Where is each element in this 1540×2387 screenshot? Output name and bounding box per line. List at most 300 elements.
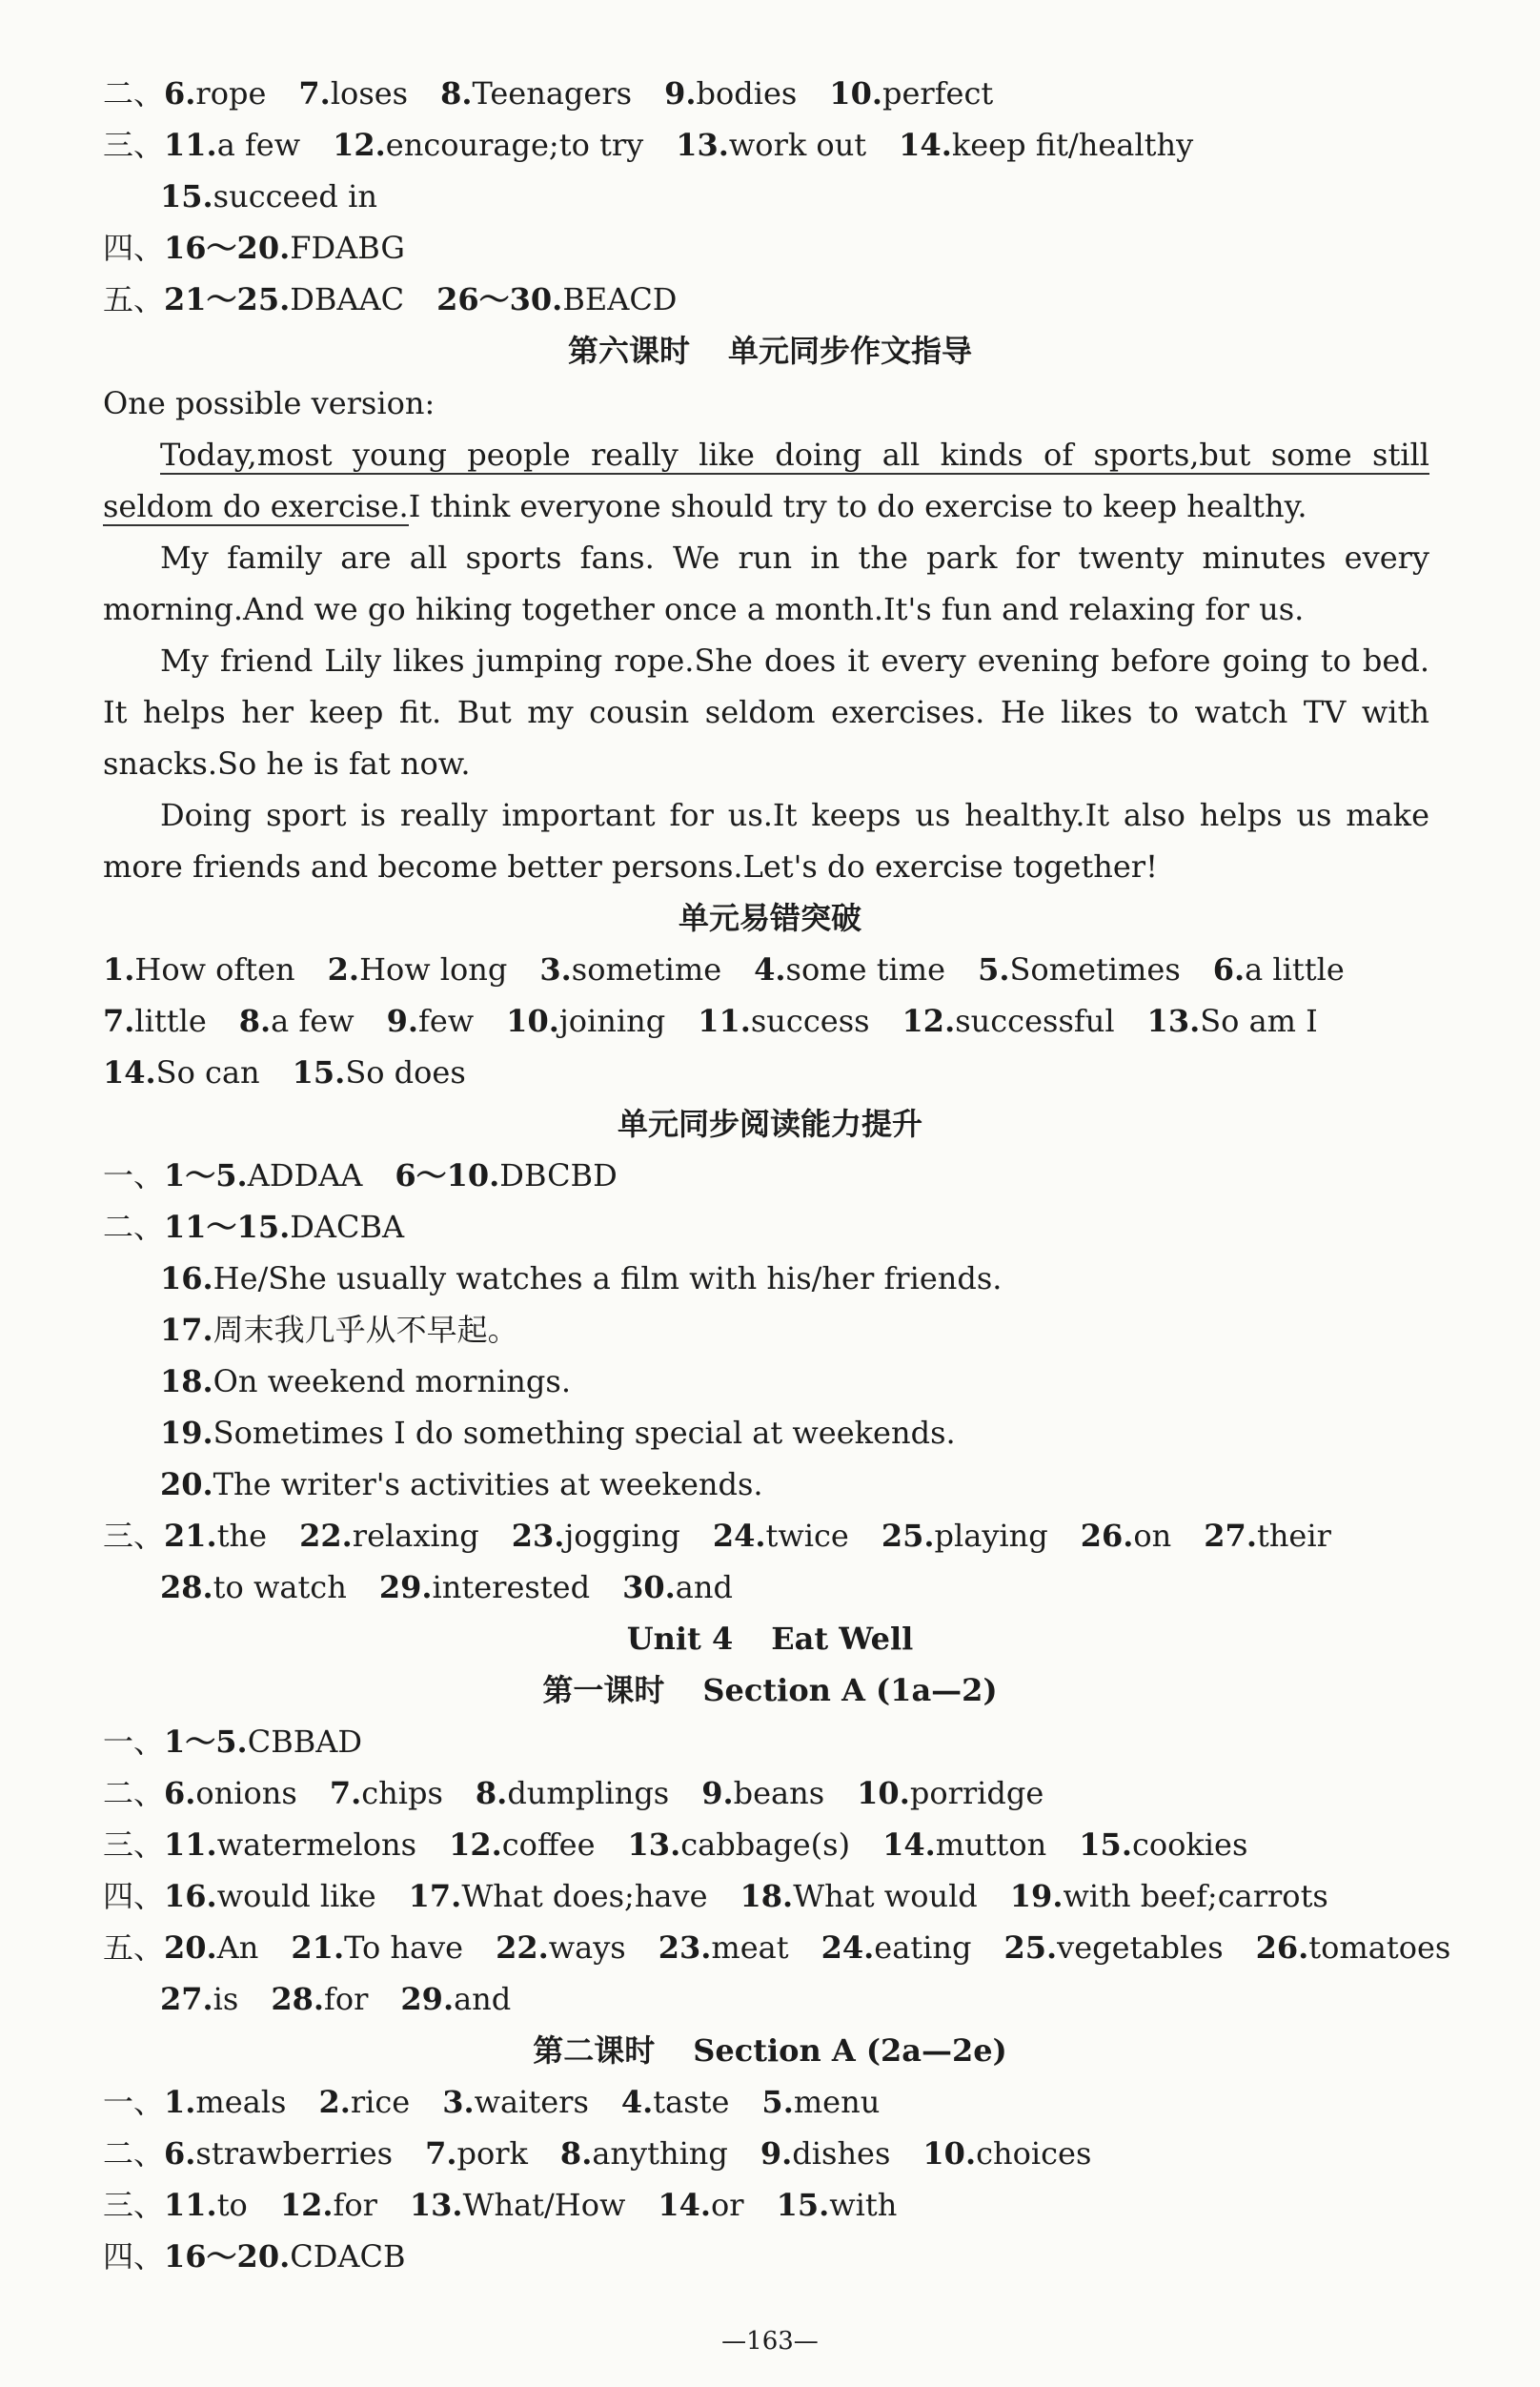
answer-item <box>621 2083 730 2121</box>
answer-text: BEACD <box>562 281 678 317</box>
answer-text: would like <box>216 1878 376 1914</box>
answer-number: 13. <box>409 2187 463 2223</box>
answer-text: interested <box>432 1569 591 1605</box>
answer-number: 8. <box>440 75 473 112</box>
answer-item <box>164 1517 267 1555</box>
answer-item <box>164 1774 297 1812</box>
answer-text: strawberries <box>195 2135 394 2172</box>
answer-item <box>293 1053 466 1091</box>
answer-number: 17. <box>408 1878 462 1914</box>
answer-item <box>410 2186 625 2224</box>
answer-number: 1～5. <box>164 1724 248 1760</box>
answer-item <box>160 1311 518 1349</box>
answer-item <box>280 2186 377 2224</box>
answer-text: ways <box>548 1929 626 1966</box>
section-prefix: 三、 <box>103 2187 165 2223</box>
essay-text: I think everyone should try to do exercise to keep healthy. <box>408 488 1307 524</box>
heading-part: Section A (2a—2e) <box>693 2032 1007 2069</box>
answer-item <box>318 2083 410 2121</box>
answer-item <box>440 74 632 112</box>
answer-row <box>103 950 1437 989</box>
answer-item <box>164 1877 376 1915</box>
answer-number: 3. <box>539 951 572 988</box>
answer-number: 2. <box>318 2084 351 2120</box>
answer-text: The writer's activities at weekends. <box>213 1466 763 1502</box>
answer-text: the <box>216 1518 268 1554</box>
answer-item <box>160 1259 1002 1297</box>
answer-text: How often <box>134 951 295 988</box>
answer-text: 周末我几乎从不早起。 <box>213 1312 518 1348</box>
answer-text: sometime <box>571 951 722 988</box>
answer-item <box>160 1568 347 1606</box>
essay-p1-line2 <box>103 487 1437 525</box>
answer-text: mutton <box>935 1826 1047 1863</box>
answer-text: Teenagers <box>472 75 633 112</box>
answer-item <box>659 1928 789 1967</box>
answer-number: 11. <box>164 2187 217 2223</box>
answer-text: CDACB <box>290 2238 406 2275</box>
answer-number: 20. <box>164 1929 217 1966</box>
section-heading-writing <box>0 332 1540 370</box>
answer-number: 11. <box>164 1826 217 1863</box>
answer-text: keep fit/healthy <box>951 127 1194 163</box>
essay-underlined-text: seldom do exercise. <box>103 488 409 524</box>
answer-number: 13. <box>1146 1003 1201 1039</box>
answer-number: 27. <box>160 1981 213 2017</box>
answer-number: 9. <box>760 2135 793 2172</box>
answer-item <box>103 1002 207 1040</box>
section-prefix: 二、 <box>103 75 165 112</box>
answer-number: 16. <box>164 1878 217 1914</box>
answer-item <box>299 1517 479 1555</box>
answer-item <box>777 2186 898 2224</box>
answer-item <box>164 2083 286 2121</box>
answer-number: 11. <box>698 1003 751 1039</box>
heading-part: Eat Well <box>771 1621 914 1657</box>
lesson-heading <box>0 2031 1540 2070</box>
answer-number: 16～20. <box>164 2238 291 2275</box>
answer-item <box>442 2083 589 2121</box>
answer-text: rope <box>195 75 267 112</box>
answer-number: 22. <box>299 1518 353 1554</box>
section-heading-reading: 单元同步阅读能力提升 <box>617 1106 922 1142</box>
heading-part: 第一课时 <box>542 1672 665 1708</box>
answer-item <box>436 280 677 318</box>
essay-p3-line2: It helps her keep fit. But my cousin seldom exercises. He likes to watch TV with <box>103 694 1429 730</box>
answer-item <box>922 2134 1091 2173</box>
answer-text: beans <box>733 1775 825 1811</box>
answer-number: 26. <box>1080 1518 1134 1554</box>
essay-p3-line1: My friend Lily likes jumping rope.She does it every evening before going to bed. <box>160 643 1429 679</box>
answer-item <box>164 2237 405 2275</box>
answer-text: to watch <box>213 1569 347 1605</box>
answer-item <box>506 1002 665 1040</box>
answer-number: 3. <box>442 2084 475 2120</box>
answer-row <box>160 1465 1494 1503</box>
answer-text: On weekend mornings. <box>213 1363 571 1399</box>
answer-number: 15. <box>292 1054 346 1091</box>
answer-number: 11～15. <box>164 1209 291 1245</box>
answer-item <box>476 1774 669 1812</box>
page-number: —163— <box>721 2327 819 2356</box>
answer-text: successful <box>955 1003 1115 1039</box>
answer-text: a little <box>1245 951 1345 988</box>
answer-text: waiters <box>474 2084 589 2120</box>
answer-text: little <box>134 1003 207 1039</box>
answer-number: 8. <box>238 1003 272 1039</box>
heading-part: 第二课时 <box>533 2032 656 2069</box>
answer-text: work out <box>728 127 867 163</box>
answer-number: 9. <box>386 1003 418 1039</box>
answer-text: a few <box>271 1003 355 1039</box>
section-prefix: 一、 <box>103 2084 165 2120</box>
answer-text: eating <box>874 1929 972 1966</box>
answer-text: watermelons <box>216 1826 417 1863</box>
answer-text: So am I <box>1200 1003 1318 1039</box>
answer-text: succeed in <box>213 178 377 214</box>
answer-number: 7. <box>103 1003 135 1039</box>
answer-item <box>103 1053 260 1091</box>
answer-number: 28. <box>160 1569 213 1605</box>
answer-text: or <box>711 2187 744 2223</box>
answer-item <box>899 126 1193 164</box>
answer-text: with <box>829 2187 898 2223</box>
answer-number: 28. <box>271 1981 324 2017</box>
answer-number: 5. <box>978 951 1010 988</box>
answer-number: 26～30. <box>436 281 563 317</box>
essay-p4-line1: Doing sport is really important for us.It keeps us healthy.It also helps us make <box>160 797 1429 833</box>
answer-item <box>560 2134 728 2173</box>
answer-number: 6. <box>1212 951 1246 988</box>
answer-number: 19. <box>160 1415 213 1451</box>
answer-number: 8. <box>559 2135 593 2172</box>
answer-row <box>103 1774 1437 1812</box>
answer-item <box>271 1980 368 2018</box>
answer-item <box>164 2134 393 2173</box>
answer-number: 29. <box>378 1569 433 1605</box>
answer-text: bodies <box>696 75 798 112</box>
answer-text: their <box>1256 1518 1331 1554</box>
answer-text: success <box>750 1003 870 1039</box>
answer-item <box>512 1517 680 1555</box>
answer-text: choices <box>976 2135 1092 2172</box>
answer-item <box>628 1826 851 1864</box>
answer-number: 24. <box>712 1518 766 1554</box>
answer-item <box>239 1002 355 1040</box>
answer-text: to <box>216 2187 248 2223</box>
answer-text: porridge <box>909 1775 1044 1811</box>
essay-intro: One possible version: <box>103 385 436 421</box>
answer-number: 15. <box>160 178 213 214</box>
answer-number: 27. <box>1204 1518 1257 1554</box>
answer-text: rice <box>350 2084 411 2120</box>
answer-item <box>658 2186 743 2224</box>
answer-number: 7. <box>425 2135 457 2172</box>
answer-number: 12. <box>279 2187 334 2223</box>
answer-number: 24. <box>821 1929 875 1966</box>
answer-item <box>298 74 408 112</box>
answer-row <box>103 1156 1437 1194</box>
answer-text: pork <box>456 2135 528 2172</box>
answer-number: 25. <box>1003 1929 1058 1966</box>
answer-item <box>1010 1877 1328 1915</box>
answer-row <box>160 1311 1494 1349</box>
answer-item <box>164 2186 248 2224</box>
answer-row <box>103 1517 1437 1555</box>
answer-number: 9. <box>701 1775 734 1811</box>
answer-text: loses <box>330 75 409 112</box>
answer-number: 9. <box>664 75 697 112</box>
answer-item <box>539 950 721 989</box>
answer-item <box>1204 1517 1331 1555</box>
answer-number: 2. <box>327 951 360 988</box>
answer-text: for <box>324 1981 369 2017</box>
answer-text: onions <box>195 1775 297 1811</box>
answer-text: dumplings <box>507 1775 670 1811</box>
answer-text: ADDAA <box>247 1157 363 1194</box>
answer-item <box>387 1002 475 1040</box>
answer-text: encourage;to try <box>385 127 644 163</box>
answer-item <box>902 1002 1115 1040</box>
answer-item <box>160 177 377 215</box>
answer-number: 6. <box>164 2135 196 2172</box>
answer-item <box>857 1774 1044 1812</box>
answer-number: 26. <box>1255 1929 1309 1966</box>
answer-text: DBAAC <box>290 281 405 317</box>
answer-text: An <box>216 1929 259 1966</box>
answer-item <box>1003 1928 1223 1967</box>
section-prefix: 三、 <box>103 1826 165 1863</box>
answer-row <box>103 2134 1437 2173</box>
answer-text: with beef;carrots <box>1063 1878 1328 1914</box>
answer-item <box>978 950 1181 989</box>
answer-text: anything <box>592 2135 728 2172</box>
answer-number: 19. <box>1009 1878 1064 1914</box>
answer-text: How long <box>359 951 508 988</box>
answer-item <box>829 74 993 112</box>
answer-number: 30. <box>622 1569 676 1605</box>
answer-item <box>164 1826 416 1864</box>
unit-title <box>0 1620 1540 1658</box>
answer-number: 18. <box>160 1363 213 1399</box>
answer-item <box>164 1928 258 1967</box>
section-prefix: 三、 <box>103 1518 165 1554</box>
answer-number: 1. <box>164 2084 196 2120</box>
answer-item <box>821 1928 972 1967</box>
essay-p2-line2: morning.And we go hiking together once a month.It's fun and relaxing for us. <box>103 591 1305 627</box>
answer-number: 20. <box>160 1466 213 1502</box>
answer-number: 15. <box>1079 1826 1132 1863</box>
answer-text: He/She usually watches a film with his/her friends. <box>213 1260 1003 1296</box>
answer-number: 16～20. <box>164 230 291 266</box>
answer-text: on <box>1133 1518 1172 1554</box>
answer-item <box>395 1156 617 1194</box>
section-prefix: 四、 <box>103 1878 165 1914</box>
answer-number: 7. <box>329 1775 362 1811</box>
answer-row <box>103 1208 1437 1246</box>
answer-number: 14. <box>658 2187 712 2223</box>
answer-number: 10. <box>922 2135 977 2172</box>
heading-part: 单元同步作文指导 <box>728 333 973 369</box>
section-prefix: 二、 <box>103 2135 165 2172</box>
answer-number: 10. <box>829 75 882 112</box>
section-prefix: 三、 <box>103 127 165 163</box>
answer-item <box>164 1723 362 1761</box>
answer-row <box>103 280 1437 318</box>
section-prefix: 二、 <box>103 1775 165 1811</box>
answer-item <box>496 1928 626 1967</box>
answer-text: playing <box>934 1518 1048 1554</box>
answer-row <box>103 1002 1437 1040</box>
answer-item <box>698 1002 869 1040</box>
answer-number: 7. <box>298 75 331 112</box>
answer-text: dishes <box>792 2135 891 2172</box>
answer-text: cookies <box>1131 1826 1248 1863</box>
answer-item <box>740 1877 978 1915</box>
answer-row <box>160 1259 1494 1297</box>
answer-item <box>1256 1928 1451 1967</box>
answer-number: 21～25. <box>164 281 291 317</box>
answer-text: FDABG <box>290 230 405 266</box>
answer-number: 5. <box>761 2084 794 2120</box>
answer-item <box>164 74 266 112</box>
heading-part: Section A (1a—2) <box>702 1672 998 1708</box>
answer-text: meals <box>195 2084 287 2120</box>
answer-text: DBCBD <box>499 1157 618 1194</box>
answer-text: chips <box>361 1775 443 1811</box>
answer-item <box>622 1568 733 1606</box>
answer-item <box>330 1774 443 1812</box>
answer-row <box>103 74 1437 112</box>
answer-item <box>1213 950 1345 989</box>
answer-item <box>160 1362 571 1400</box>
answer-row <box>103 1723 1437 1761</box>
answer-number: 8. <box>475 1775 508 1811</box>
answer-number: 17. <box>160 1312 213 1348</box>
answer-item <box>160 1465 763 1503</box>
answer-number: 6. <box>164 75 196 112</box>
answer-number: 15. <box>776 2187 830 2223</box>
answer-item <box>164 1156 362 1194</box>
answer-text: coffee <box>501 1826 596 1863</box>
answer-text: few <box>418 1003 475 1039</box>
answer-row <box>103 1928 1451 1967</box>
section-prefix: 四、 <box>103 2238 165 2275</box>
answer-item <box>328 950 508 989</box>
essay-p2-line1: My family are all sports fans. We run in the park for twenty minutes every <box>160 540 1429 576</box>
answer-text: So does <box>345 1054 466 1091</box>
answer-text: some time <box>785 951 946 988</box>
answer-text: a few <box>216 127 301 163</box>
answer-text: vegetables <box>1057 1929 1224 1966</box>
answer-row <box>103 2186 1437 2224</box>
answer-number: 14. <box>882 1826 936 1863</box>
answer-item <box>701 1774 824 1812</box>
section-prefix: 二、 <box>103 1209 165 1245</box>
answer-number: 25. <box>881 1518 935 1554</box>
answer-text: To have <box>344 1929 464 1966</box>
answer-text: What would <box>793 1878 978 1914</box>
answer-number: 14. <box>103 1054 156 1091</box>
answer-item <box>1147 1002 1318 1040</box>
answer-item <box>449 1826 595 1864</box>
answer-number: 10. <box>506 1003 559 1039</box>
answer-number: 21. <box>291 1929 345 1966</box>
answer-text: What does;have <box>461 1878 708 1914</box>
section-prefix: 五、 <box>103 281 165 317</box>
answer-row <box>103 1826 1437 1864</box>
answer-text: taste <box>653 2084 730 2120</box>
answer-item <box>400 1980 511 2018</box>
answer-item <box>160 1980 238 2018</box>
answer-row <box>160 177 1494 215</box>
answer-text: twice <box>765 1518 849 1554</box>
answer-number: 1～5. <box>164 1157 248 1194</box>
heading-part: 第六课时 <box>567 333 690 369</box>
answer-number: 4. <box>754 951 786 988</box>
answer-row <box>160 1568 1494 1606</box>
answer-row <box>103 229 1437 267</box>
answer-item <box>379 1568 590 1606</box>
answer-row <box>103 1877 1437 1915</box>
answer-item <box>664 74 797 112</box>
answer-number: 13. <box>627 1826 681 1863</box>
answer-text: So can <box>155 1054 260 1091</box>
answer-row <box>103 1053 1437 1091</box>
answer-number: 1. <box>103 951 135 988</box>
answer-row <box>160 1980 1494 2018</box>
answer-item <box>1079 1826 1247 1864</box>
answer-number: 6～10. <box>395 1157 500 1194</box>
essay-p4-line2: more friends and become better persons.Let's do exercise together! <box>103 848 1158 885</box>
answer-row <box>103 126 1437 164</box>
answer-number: 13. <box>676 127 729 163</box>
answer-number: 12. <box>902 1003 956 1039</box>
answer-number: 4. <box>620 2084 654 2120</box>
answer-text: is <box>213 1981 239 2017</box>
answer-text: perfect <box>881 75 994 112</box>
answer-number: 11. <box>164 127 217 163</box>
section-heading-mistakes: 单元易错突破 <box>678 900 861 936</box>
answer-text: cabbage(s) <box>680 1826 851 1863</box>
answer-number: 29. <box>400 1981 455 2017</box>
heading-part: Unit 4 <box>626 1621 734 1657</box>
answer-number: 14. <box>899 127 952 163</box>
answer-item <box>164 229 405 267</box>
answer-number: 12. <box>333 127 386 163</box>
answer-item <box>761 2083 880 2121</box>
answer-text: and <box>454 1981 512 2017</box>
answer-item <box>164 1208 404 1246</box>
answer-text: joining <box>558 1003 666 1039</box>
essay-p1-line1 <box>160 436 1429 474</box>
answer-number: 18. <box>740 1878 794 1914</box>
answer-text: CBBAD <box>247 1724 362 1760</box>
section-prefix: 一、 <box>103 1724 165 1760</box>
answer-text: for <box>333 2187 377 2223</box>
answer-text: tomatoes <box>1308 1929 1451 1966</box>
answer-text: What/How <box>462 2187 626 2223</box>
section-prefix: 五、 <box>103 1929 165 1966</box>
answer-number: 6. <box>164 1775 196 1811</box>
answer-number: 10. <box>857 1775 910 1811</box>
answer-item <box>713 1517 849 1555</box>
section-prefix: 四、 <box>103 230 165 266</box>
essay-underlined-text: Today,most young people really like doing all kinds of sports,but some still <box>160 437 1429 473</box>
answer-item <box>164 280 404 318</box>
answer-item <box>882 1826 1046 1864</box>
answer-item <box>160 1414 956 1452</box>
